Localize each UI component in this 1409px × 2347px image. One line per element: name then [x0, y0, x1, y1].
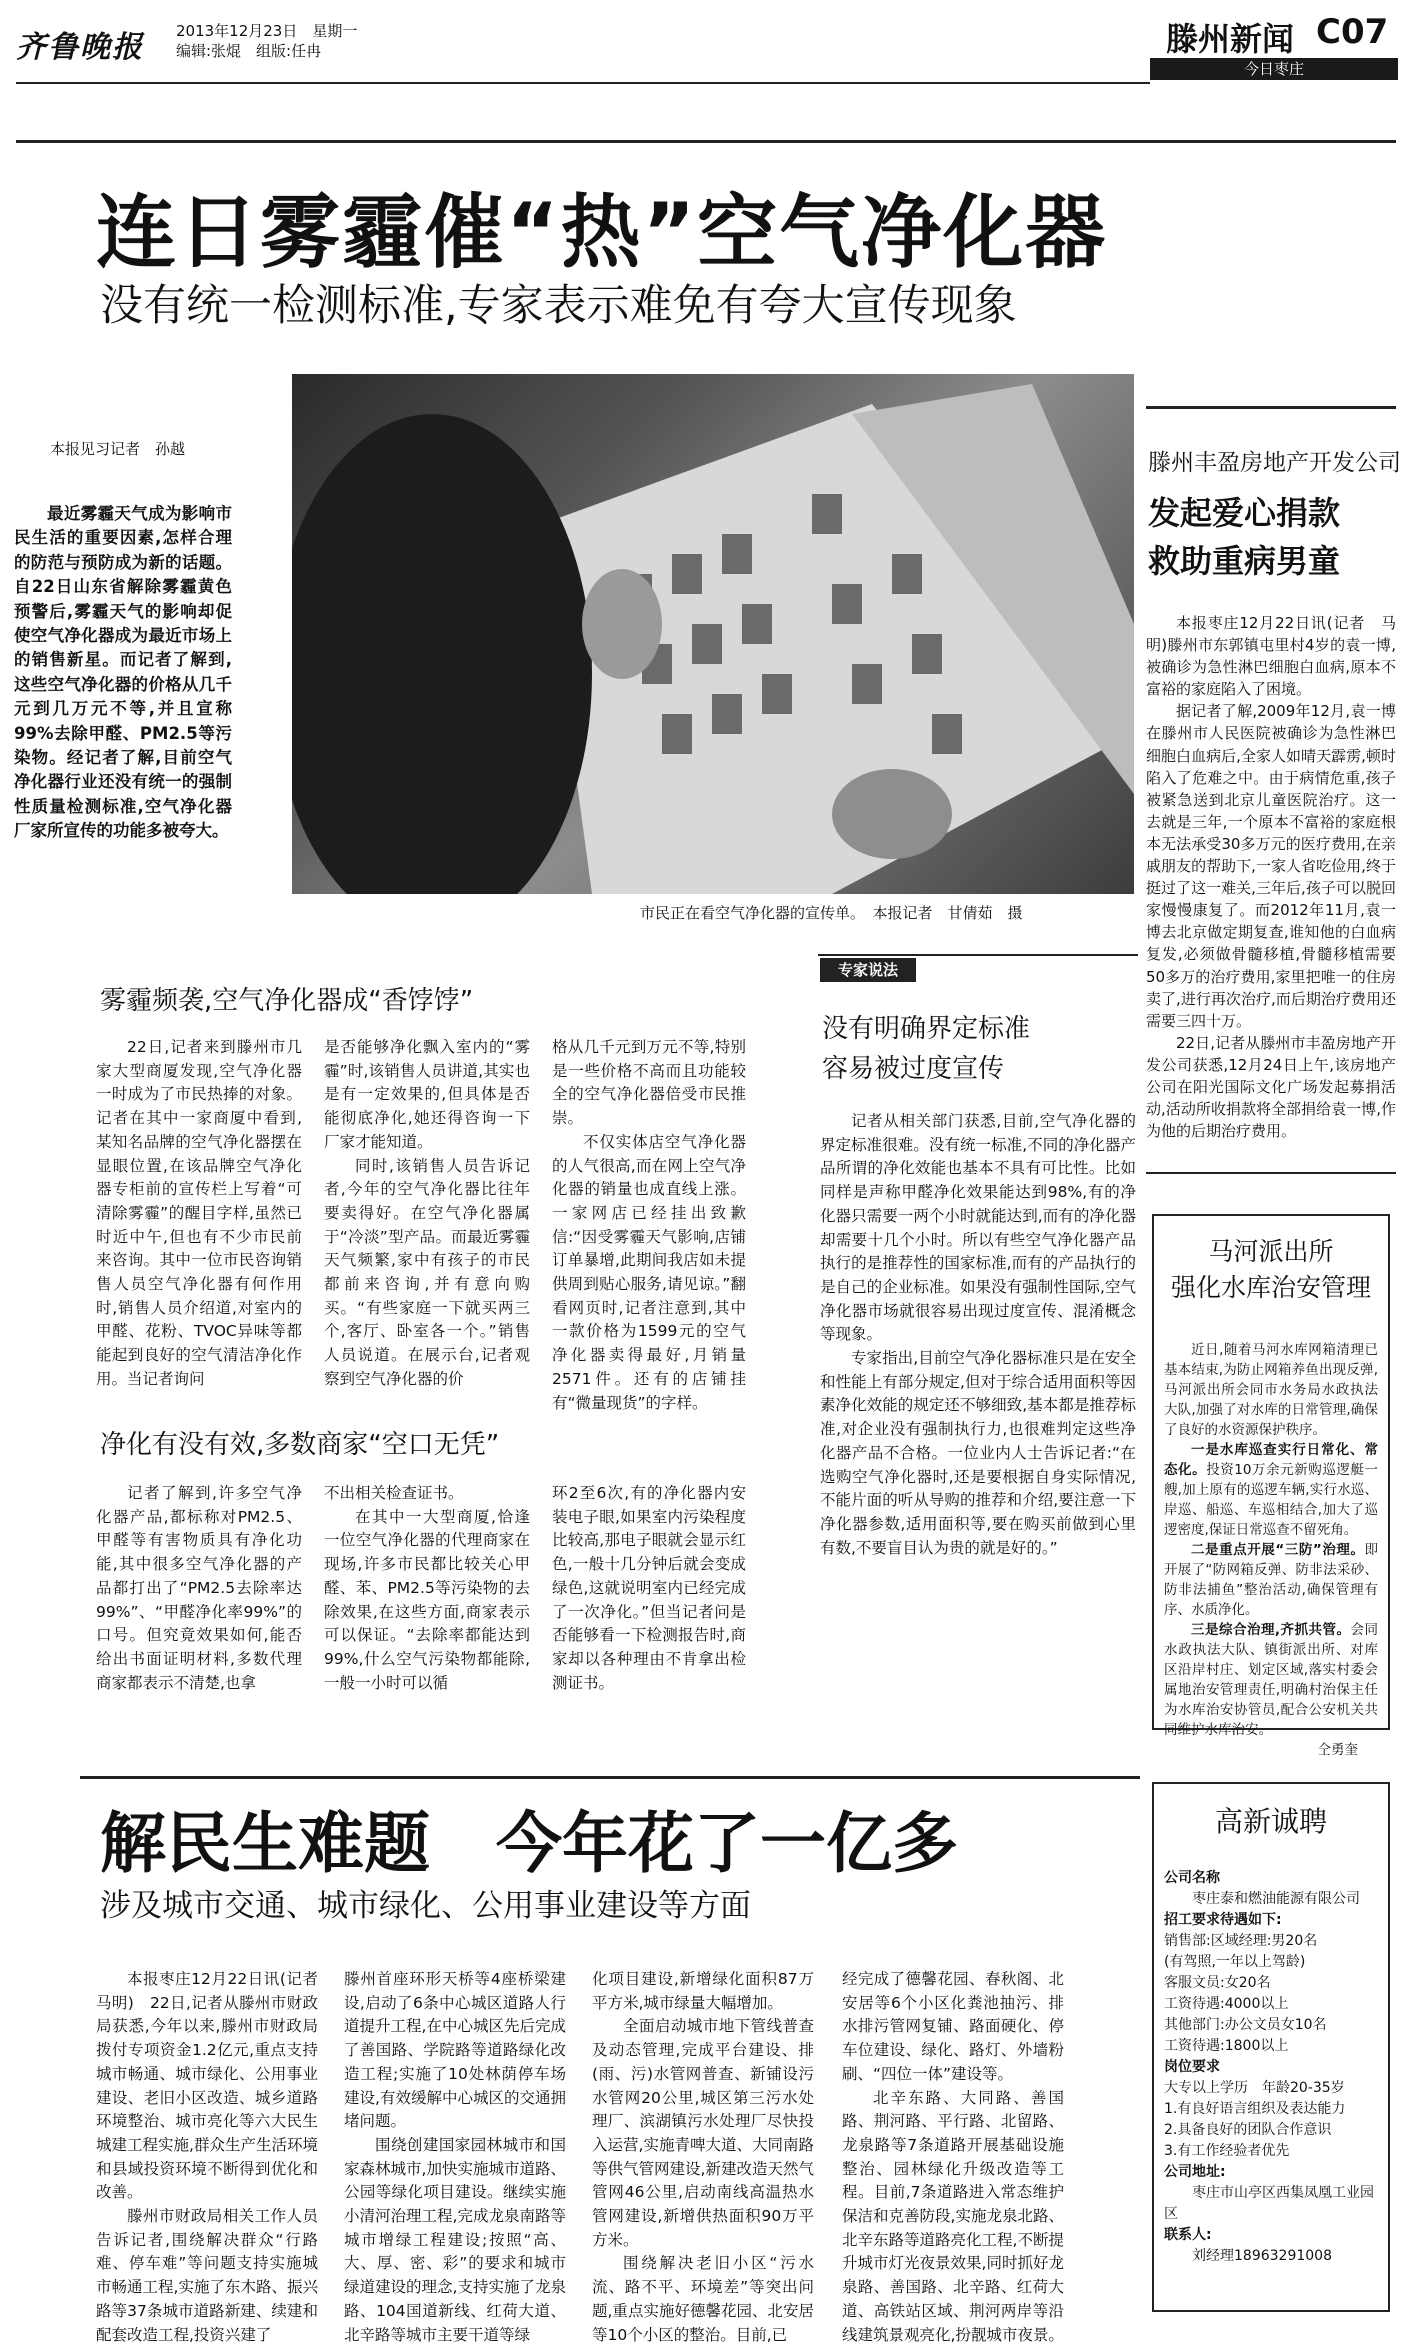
- lead-photo: [292, 374, 1134, 894]
- right-story2-para4-rest: 会同水政执法大队、镇街派出所、对库区沿岸村庄、划定区域,落实村委会属地治安管理责任,明确村治保主任为水库治安协管员,配合公安机关共同维护水库治安。: [1164, 1622, 1378, 1738]
- job-ad-req-line: 销售部:区域经理:男20名: [1164, 1933, 1318, 1949]
- bottom-col4: [842, 1968, 1064, 2347]
- right-story2-para2-bold: 一是水库巡查实行日常化、常态化。: [1164, 1442, 1378, 1478]
- lead-intro-text: 最近雾霾天气成为影响市民生活的重要因素,怎样合理的防范与预防成为新的话题。自22日山东省解除雾霾黄色预警后,雾霾天气的影响却促使空气净化器成为最近市场上的销售新星。而记者了解到,这些空气净化器的价格从几千元到几万元不等,并且宣称99%去除甲醛、PM2.5等污染物。经记者了解,目前空气净化器行业还没有统一的强制性质量检测标准,空气净化器厂家所宣传的功能多被夸大。: [14, 504, 232, 841]
- section2-col1-text: 记者了解到,许多空气净化器产品,都标称对PM2.5、甲醛等有害物质具有净化功能,其中很多空气净化器的产品都打出了“PM2.5去除率达99%”、“甲醛净化率99%”的口号。但究竟效果如何,能否给出书面证明材料,多数代理商家都表示不清楚,也拿: [96, 1484, 302, 1692]
- lead-subheadline: 没有统一检测标准,专家表示难免有夸大宣传现象: [100, 281, 1017, 331]
- masthead-date: 2013年12月23日 星期一: [176, 22, 358, 40]
- right-story1-para1-rest: 滕州市东郭镇屯里村4岁的袁一博,被确诊为急性淋巴细胞白血病,原本不富裕的家庭陷入了困境。: [1146, 636, 1396, 699]
- job-ad-contact: 刘经理18963291008: [1192, 2248, 1332, 2264]
- right-story2-para2: [1164, 1440, 1378, 1540]
- section2-title: 净化有没有效,多数商家“空口无凭”: [100, 1430, 500, 1460]
- right-story2-para3: [1164, 1540, 1378, 1620]
- right-story2-para3-rest: 即开展了“防网箱反弹、防非法采砂、防非法捕鱼”整治活动,确保管理有序、水质净化。: [1164, 1542, 1378, 1618]
- right-story2-para1: 近日,随着马河水库网箱清理已基本结束,为防止网箱养鱼出现反弹,马河派出所会同市水务局水政执法大队,加强了对水库的日常管理,确保了良好的水资源保护秩序。: [1164, 1342, 1378, 1438]
- right-story1-headline-line2: 救助重病男童: [1148, 542, 1341, 580]
- job-ad-pos-line: 3.有工作经验者优先: [1164, 2143, 1290, 2159]
- right-story1-para2: 据记者了解,2009年12月,袁一博在滕州市人民医院被确诊为急性淋巴细胞白血病后,全家人如晴天霹雳,顿时陷入了危难之中。由于病情危重,孩子被紧急送到北京儿童医院治疗。这一去就是三年,一个原本不富裕的家庭根本无法承受30多万元的医疗费用,在亲戚朋友的帮助下,一家人省吃俭用,终于挺过了这一难关,三年后,孩子可以脱回家慢慢康复了。而2012年11月,袁一博去北京做定期复查,谁知他的白血病复发,必须做骨髓移植,骨髓移植需要50多万的治疗费用,家里把唯一的住房卖了,进行再次治疗,而后期治疗费用还需要三四十万。: [1146, 702, 1396, 1030]
- job-ad-body: [1164, 1868, 1382, 2267]
- masthead-paper-name: 齐鲁晚报: [16, 30, 144, 65]
- bottom-col4-text-b: 北辛东路、大同路、善国路、荆河路、平行路、北留路、龙泉路等7条道路开展基础设施整治、园林绿化升级改造等工程。目前,7条道路进入常态维护保洁和克善防段,实施龙泉北路、北辛东路等道路亮化工程,不断提升城市灯光夜景效果,同时抓好龙泉路、善国路、北辛路、红荷大道、高铁站区域、荆河两岸等沿线建筑景观亮化,扮靓城市夜景。: [842, 2088, 1064, 2344]
- job-ad-req-line: 其他部门:办公文员女10名: [1164, 2017, 1327, 2033]
- section1-col2-text-b: 同时,该销售人员告诉记者,今年的空气净化器比往年要卖得好。在空气净化器属于“冷淡”型产品。而最近雾霾天气频繁,家中有孩子的市民都前来咨询,并有意向购买。“有些家庭一下就买两三个,客厅、卧室各一个。”销售人员说道。在展示台,记者观察到空气净化器的价: [324, 1156, 530, 1388]
- section1-col1-text: 22日,记者来到滕州市几家大型商厦发现,空气净化器一时成为了市民热捧的对象。记者在其中一家商厦中看到,某知名品牌的空气净化器摆在显眼位置,在该品牌空气净化器专柜前的宣传栏上写着“可清除雾霾”的醒目字样,虽然已时近中午,但也有不少市民前来咨询。其中一位市民咨询销售人员空气净化器有何作用时,销售人员介绍道,对室内的甲醛、花粉、TVOC异味等都能起到良好的空气清洁净化作用。当记者询问: [96, 1038, 302, 1388]
- section2-col3-text: 环2至6次,有的净化器内安装电子眼,如果室内污染程度比较高,那电子眼就会显示红色,一般十几分钟后就会变成绿色,这就说明室内已经完成了一次净化。”但当记者问是否能够看一下检测报告时,商家却以各种理由不肯拿出检测证书。: [552, 1484, 746, 1692]
- right-story1-dateline: 本报枣庄12月22日讯(记者 马明): [1146, 614, 1396, 655]
- right-story2-para4: [1164, 1620, 1378, 1740]
- job-ad-addr: 枣庄市山亭区西集凤凰工业园区: [1164, 2185, 1374, 2222]
- section1-title: 雾霾频袭,空气净化器成“香饽饽”: [100, 986, 474, 1016]
- expert-top-rule: [818, 954, 1138, 956]
- bottom-col3-text-b: 全面启动城市地下管线普查及动态管理,完成平台建设、排(雨、污)水管网普查、新铺设污水管网20公里,城区第三污水处理厂、滨湖镇污水处理厂尽快投入运营,实施青啤大道、大同南路等供气管网建设,新建改造天然气管网46公里,启动南线高温热水管网建设,新增供热面积90万平方米。: [592, 2017, 814, 2249]
- expert-para1: 记者从相关部门获悉,目前,空气净化器的界定标准很难。没有统一标准,不同的净化器产品所谓的净化效能也基本不具有可比性。比如同样是声称甲醛净化效果能达到98%,有的净化器只需要一两个小时就能达到,而有的净化器却需要十几个小时。所以有些空气净化器产品执行的是推荐性的国家标准,而有的产品执行的是自己的企业标准。如果没有强制性国际,空气净化器市场就很容易出现过度宣传、混淆概念等现象。: [820, 1112, 1136, 1344]
- bottom-col3-text-c: 围绕解决老旧小区“污水流、路不平、环境差”等突出问题,重点实施好德馨花园、北安居等10个小区的整治。目前,已: [592, 2254, 814, 2344]
- job-ad-pos-label: 岗位要求: [1164, 2059, 1220, 2075]
- right-column-divider: [1146, 1172, 1396, 1174]
- top-double-rule: [16, 140, 1396, 143]
- bottom-col2-text: 滕州首座环形天桥等4座桥梁建设,启动了6条中心城区道路人行道提升工程,在中心城区先后完成了善国路、学院路等道路绿化改造工程;实施了10处林荫停车场建设,有效缓解中心城区的交通拥堵问题。: [344, 1970, 566, 2131]
- bottom-col1-text: 本报枣庄12月22日讯(记者 马明) 22日,记者从滕州市财政局获悉,今年以来,滕州市财政局拨付专项资金1.2亿元,重点支持城市畅通、城市绿化、公用事业建设、老旧小区改造、城乡道路环境整治、城市亮化等六大民生城建工程实施,群众生产生活环境和县域投资环境不断得到优化和改善。: [96, 1970, 334, 2202]
- masthead-sub-section: [1150, 58, 1398, 80]
- bottom-col3: [592, 1968, 814, 2347]
- right-story2-para2-rest: 投资10万余元新购巡逻艇一艘,加上原有的巡逻车辆,实行水巡、岸巡、船巡、车巡相结合,加大了巡逻密度,保证日常巡查不留死角。: [1164, 1462, 1379, 1538]
- expert-tag: [820, 958, 916, 982]
- section2-col1: [96, 1482, 302, 1695]
- right-story2-para4-bold: 三是综合治理,齐抓共管。: [1191, 1622, 1351, 1638]
- bottom-col1-text-b: 滕州市财政局相关工作人员告诉记者,围绕解决群众“行路难、停车难”等问题支持实施城市畅通工程,实施了东木路、振兴路等37条城市道路新建、续建和配套改造工程,投资兴建了: [96, 2207, 318, 2344]
- job-ad-req-line: 工资待遇:4000以上: [1164, 1996, 1289, 2012]
- lead-byline: 本报见习记者 孙越: [50, 440, 186, 458]
- bottom-col2-text-b: 围绕创建国家园林城市和国家森林城市,加快实施城市道路、公园等绿化项目建设。继续实施小清河治理工程,完成龙泉南路等城市增绿工程建设;按照“高、大、厚、密、彩”的要求和城市绿道建设的理念,支持实施了龙泉路、104国道新线、红荷大道、北辛路等城市主要干道等绿: [344, 2135, 566, 2344]
- masthead-editor: 编辑:张焜 组版:任冉: [176, 42, 322, 60]
- masthead-rule: [16, 82, 1150, 84]
- job-ad-req-line: 工资待遇:1800以上: [1164, 2038, 1289, 2054]
- job-ad-req-line: 客服文员:女20名: [1164, 1975, 1271, 1991]
- right-story1-top-rule: [1146, 406, 1396, 409]
- job-ad-company-name: 枣庄泰和燃油能源有限公司: [1192, 1891, 1360, 1907]
- section1-col1: [96, 1036, 302, 1392]
- expert-tag-label: 专家说法: [837, 961, 898, 979]
- right-story1-para3: 22日,记者从滕州市丰盈房地产开发公司获悉,12月24日上午,该房地产公司在阳光国际文化广场发起募捐活动,活动所收捐款将全部捐给袁一博,作为他的后期治疗费用。: [1146, 1033, 1396, 1141]
- section1-col3-text-b: 不仅实体店空气净化器的人气很高,而在网上空气净化器的销量也成直线上涨。一家网店已经挂出致歉信:“因受雾霾天气影响,店铺订单暴增,此期间我店如未提供周到贴心服务,请见谅。”翻看网页时,记者注意到,其中一款价格为1599元的空气净化器卖得最好,月销量2571件。还有的店铺挂有“微量现货”的字样。: [552, 1132, 746, 1412]
- bottom-section-rule: [80, 1776, 1140, 1779]
- section2-col3: [552, 1482, 746, 1695]
- photo-leaflet-illustration: [292, 374, 1134, 894]
- sub-section-label: 今日枣庄: [1243, 60, 1304, 78]
- bottom-col2: [344, 1968, 566, 2347]
- expert-para2: 专家指出,目前空气净化器标准只是在安全和性能上有部分规定,但对于综合适用面积等因素净化效能的规定还不够细致,基本都是推荐标准,对企业没有强制执行力,也很难判定这些净化器产品不合格。一位业内人士告诉记者:“在选购空气净化器时,还是要根据自身实际情况,不能片面的听从导购的推荐和介绍,要注意一下净化器参数,适用面积等,要在购买前做到心里有数,不要盲目认为贵的就是好的。”: [820, 1349, 1136, 1557]
- bottom-col4-text: 经完成了德馨花园、春秋阁、北安居等6个小区化粪池抽污、排水排污管网复铺、路面硬化、停车位建设、绿化、路灯、外墙粉刷、“四位一体”建设等。: [842, 1970, 1064, 2083]
- right-story1-headline-line1: 发起爱心捐款: [1148, 494, 1341, 532]
- job-ad-addr-label: 公司地址:: [1164, 2164, 1226, 2180]
- job-ad-company-label: 公司名称: [1164, 1870, 1220, 1886]
- job-ad-pos-line: 大专以上学历 年龄20-35岁: [1164, 2080, 1345, 2096]
- job-ad-contact-label: 联系人:: [1164, 2227, 1212, 2243]
- expert-title-line1: 没有明确界定标准: [822, 1014, 1031, 1044]
- masthead-page-code: C07: [1316, 12, 1389, 52]
- job-ad-title: 高新诚聘: [1214, 1805, 1327, 1838]
- section2-col2-text-b: 在其中一大型商厦,恰逢一位空气净化器的代理商家在现场,许多市民都比较关心甲醛、苯、PM2.5等污染物的去除效果,在这些方面,商家表示可以保证。“去除率都能达到99%,什么空气污染物都能除,一般一小时可以循: [324, 1507, 530, 1692]
- bottom-headline: 解民生难题 今年花了一亿多: [100, 1805, 958, 1882]
- right-story1-org-title: 滕州丰盈房地产开发公司: [1148, 450, 1401, 476]
- section2-col2-text-a: 不出相关检查证书。: [324, 1484, 464, 1502]
- job-ad-pos-line: 2.具备良好的团队合作意识: [1164, 2122, 1332, 2138]
- right-story2-para3-bold: 二是重点开展“三防”治理。: [1191, 1542, 1365, 1558]
- bottom-col1: [96, 1968, 334, 2347]
- lead-headline: 连日雾霾催“热”空气净化器: [96, 186, 1108, 279]
- right-story2-title-line1: 马河派出所: [1208, 1237, 1334, 1266]
- right-story1-body: [1146, 612, 1396, 1142]
- right-story1-para1: [1146, 612, 1396, 700]
- section1-col2: [324, 1036, 530, 1392]
- job-ad-pos-line: 1.有良好语言组织及表达能力: [1164, 2101, 1346, 2117]
- job-ad-req-line: (有驾照,一年以上驾龄): [1164, 1954, 1306, 1970]
- right-story2-author: 仝勇奎: [1317, 1742, 1358, 1758]
- section1-col2-text-a: 是否能够净化飘入室内的“雾霾”时,该销售人员讲道,其实也是有一定效果的,但具体是否能彻底净化,她还得咨询一下厂家才能知道。: [324, 1038, 530, 1151]
- right-story2-body: [1164, 1340, 1378, 1760]
- right-story2-title-line2: 强化水库治安管理: [1170, 1273, 1371, 1302]
- lead-photo-caption: 市民正在看空气净化器的宣传单。 本报记者 甘倩茹 摄: [640, 904, 1023, 922]
- expert-title-line2: 容易被过度宣传: [822, 1054, 1005, 1084]
- masthead-section-name: 滕州新闻: [1166, 20, 1295, 58]
- bottom-col3-text: 化项目建设,新增绿化面积87万平方米,城市绿量大幅增加。: [592, 1970, 814, 2012]
- expert-body: [820, 1110, 1136, 1560]
- lead-intro: [14, 502, 232, 844]
- section1-col3-text-a: 格从几千元到万元不等,特别是一些价格不高而且功能较全的空气净化器倍受市民推崇。: [552, 1038, 746, 1128]
- bottom-subheadline: 涉及城市交通、城市绿化、公用事业建设等方面: [100, 1888, 751, 1924]
- job-ad-req-label: 招工要求待遇如下:: [1164, 1912, 1282, 1928]
- section1-col3: [552, 1036, 746, 1415]
- section2-col2: [324, 1482, 530, 1695]
